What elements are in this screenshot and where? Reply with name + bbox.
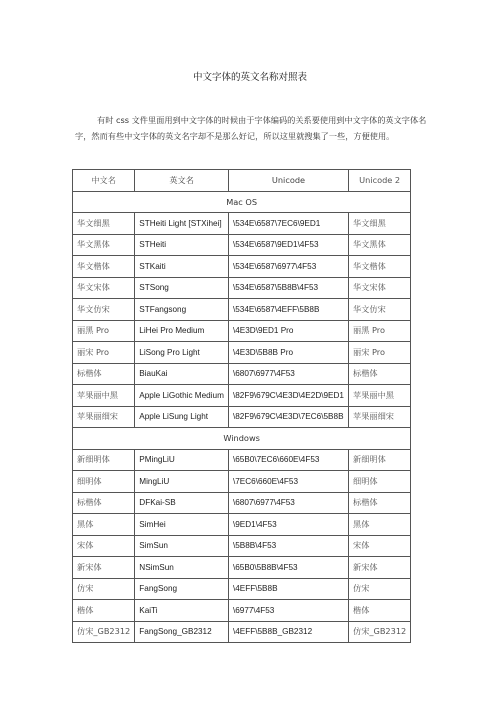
cell-chinese-name: 楷体	[73, 600, 135, 622]
cell-unicode: \534E\6587\4EFF\5B8B	[228, 299, 348, 321]
header-chinese-name: 中文名	[73, 170, 135, 192]
cell-chinese-name: 苹果丽细宋	[73, 406, 135, 428]
cell-english-name: STHeiti Light [STXihei]	[135, 213, 229, 235]
table-row	[73, 621, 411, 643]
cell-english-name: BiauKai	[135, 363, 229, 385]
cell-unicode: \4EFF\5B8B	[228, 578, 348, 600]
table-row	[73, 406, 411, 428]
cell-chinese-name: 丽宋 Pro	[73, 342, 135, 364]
cell-english-name: LiSong Pro Light	[135, 342, 229, 364]
cell-unicode: \65B0\5B8B\4F53	[228, 557, 348, 579]
table-row	[73, 492, 411, 514]
cell-english-name: Apple LiSung Light	[135, 406, 229, 428]
section-row-mac	[73, 191, 411, 213]
cell-unicode-2: 标楷体	[349, 492, 411, 514]
header-unicode-2: Unicode 2	[349, 170, 411, 192]
cell-chinese-name: 华文黑体	[73, 234, 135, 256]
cell-english-name: LiHei Pro Medium	[135, 320, 229, 342]
cell-chinese-name: 标楷体	[73, 492, 135, 514]
cell-unicode-2: 黑体	[349, 514, 411, 536]
cell-unicode: \5B8B\4F53	[228, 535, 348, 557]
table-row	[73, 342, 411, 364]
intro-paragraph: 有时 css 文件里面用到中文字体的时候由于字体编码的关系要使用到中文字体的英文字体名字，然而有些中文字体的英文名字却不是那么好记，所以这里就搜集了一些，方便使用。	[75, 115, 427, 141]
cell-unicode: \534E\6587\7EC6\9ED1	[228, 213, 348, 235]
cell-unicode: \4EFF\5B8B_GB2312	[228, 621, 348, 643]
cell-unicode-2: 宋体	[349, 535, 411, 557]
font-name-table	[72, 169, 411, 643]
table-row	[73, 471, 411, 493]
cell-unicode: \82F9\679C\4E3D\4E2D\9ED1	[228, 385, 348, 407]
cell-unicode-2: 华文宋体	[349, 277, 411, 299]
cell-chinese-name: 仿宋_GB2312	[73, 621, 135, 643]
cell-unicode-2: 标楷体	[349, 363, 411, 385]
cell-unicode-2: 华文楷体	[349, 256, 411, 278]
table-row	[73, 234, 411, 256]
cell-unicode: \82F9\679C\4E3D\7EC6\5B8B	[228, 406, 348, 428]
cell-chinese-name: 标楷体	[73, 363, 135, 385]
cell-unicode-2: 细明体	[349, 471, 411, 493]
cell-unicode-2: 新细明体	[349, 449, 411, 471]
section-row-windows	[73, 428, 411, 450]
cell-chinese-name: 丽黑 Pro	[73, 320, 135, 342]
cell-chinese-name: 宋体	[73, 535, 135, 557]
cell-english-name: STSong	[135, 277, 229, 299]
cell-unicode-2: 华文仿宋	[349, 299, 411, 321]
table-row	[73, 385, 411, 407]
table-row	[73, 363, 411, 385]
cell-unicode: \7EC6\660E\4F53	[228, 471, 348, 493]
cell-english-name: PMingLiU	[135, 449, 229, 471]
header-english-name: 英文名	[135, 170, 229, 192]
cell-chinese-name: 新细明体	[73, 449, 135, 471]
cell-chinese-name: 细明体	[73, 471, 135, 493]
cell-unicode-2: 仿宋	[349, 578, 411, 600]
table-row	[73, 320, 411, 342]
table-row	[73, 578, 411, 600]
cell-unicode: \534E\6587\6977\4F53	[228, 256, 348, 278]
cell-unicode: \6807\6977\4F53	[228, 363, 348, 385]
cell-unicode-2: 丽宋 Pro	[349, 342, 411, 364]
cell-unicode-2: 苹果丽中黑	[349, 385, 411, 407]
table-header-row	[73, 170, 411, 192]
table-row	[73, 600, 411, 622]
cell-unicode: \4E3D\5B8B Pro	[228, 342, 348, 364]
cell-chinese-name: 黑体	[73, 514, 135, 536]
cell-unicode: \65B0\7EC6\660E\4F53	[228, 449, 348, 471]
cell-unicode-2: 华文黑体	[349, 234, 411, 256]
table-row	[73, 213, 411, 235]
cell-unicode-2: 新宋体	[349, 557, 411, 579]
header-unicode: Unicode	[228, 170, 348, 192]
table-body	[73, 191, 411, 643]
cell-unicode-2: 丽黑 Pro	[349, 320, 411, 342]
cell-english-name: STFangsong	[135, 299, 229, 321]
cell-unicode-2: 华文细黑	[349, 213, 411, 235]
cell-english-name: SimSun	[135, 535, 229, 557]
table-row	[73, 557, 411, 579]
cell-english-name: SimHei	[135, 514, 229, 536]
cell-english-name: Apple LiGothic Medium	[135, 385, 229, 407]
table-row	[73, 277, 411, 299]
table-row	[73, 514, 411, 536]
cell-unicode-2: 楷体	[349, 600, 411, 622]
cell-unicode: \4E3D\9ED1 Pro	[228, 320, 348, 342]
cell-chinese-name: 华文细黑	[73, 213, 135, 235]
table-row	[73, 299, 411, 321]
cell-chinese-name: 苹果丽中黑	[73, 385, 135, 407]
cell-unicode: \6977\4F53	[228, 600, 348, 622]
cell-unicode-2: 仿宋_GB2312	[349, 621, 411, 643]
cell-unicode: \6807\6977\4F53	[228, 492, 348, 514]
cell-unicode-2: 苹果丽细宋	[349, 406, 411, 428]
cell-english-name: KaiTi	[135, 600, 229, 622]
cell-english-name: FangSong	[135, 578, 229, 600]
cell-english-name: MingLiU	[135, 471, 229, 493]
cell-english-name: STHeiti	[135, 234, 229, 256]
cell-chinese-name: 新宋体	[73, 557, 135, 579]
section-title-mac: Mac OS	[73, 191, 411, 213]
section-title-windows: Windows	[73, 428, 411, 450]
cell-english-name: NSimSun	[135, 557, 229, 579]
cell-unicode: \9ED1\4F53	[228, 514, 348, 536]
page-title: 中文字体的英文名称对照表	[192, 72, 307, 83]
cell-chinese-name: 华文仿宋	[73, 299, 135, 321]
table-row	[73, 449, 411, 471]
cell-english-name: FangSong_GB2312	[135, 621, 229, 643]
table-row	[73, 535, 411, 557]
cell-english-name: STKaiti	[135, 256, 229, 278]
cell-english-name: DFKai-SB	[135, 492, 229, 514]
table-row	[73, 256, 411, 278]
cell-unicode: \534E\6587\5B8B\4F53	[228, 277, 348, 299]
cell-unicode: \534E\6587\9ED1\4F53	[228, 234, 348, 256]
cell-chinese-name: 华文楷体	[73, 256, 135, 278]
cell-chinese-name: 仿宋	[73, 578, 135, 600]
cell-chinese-name: 华文宋体	[73, 277, 135, 299]
